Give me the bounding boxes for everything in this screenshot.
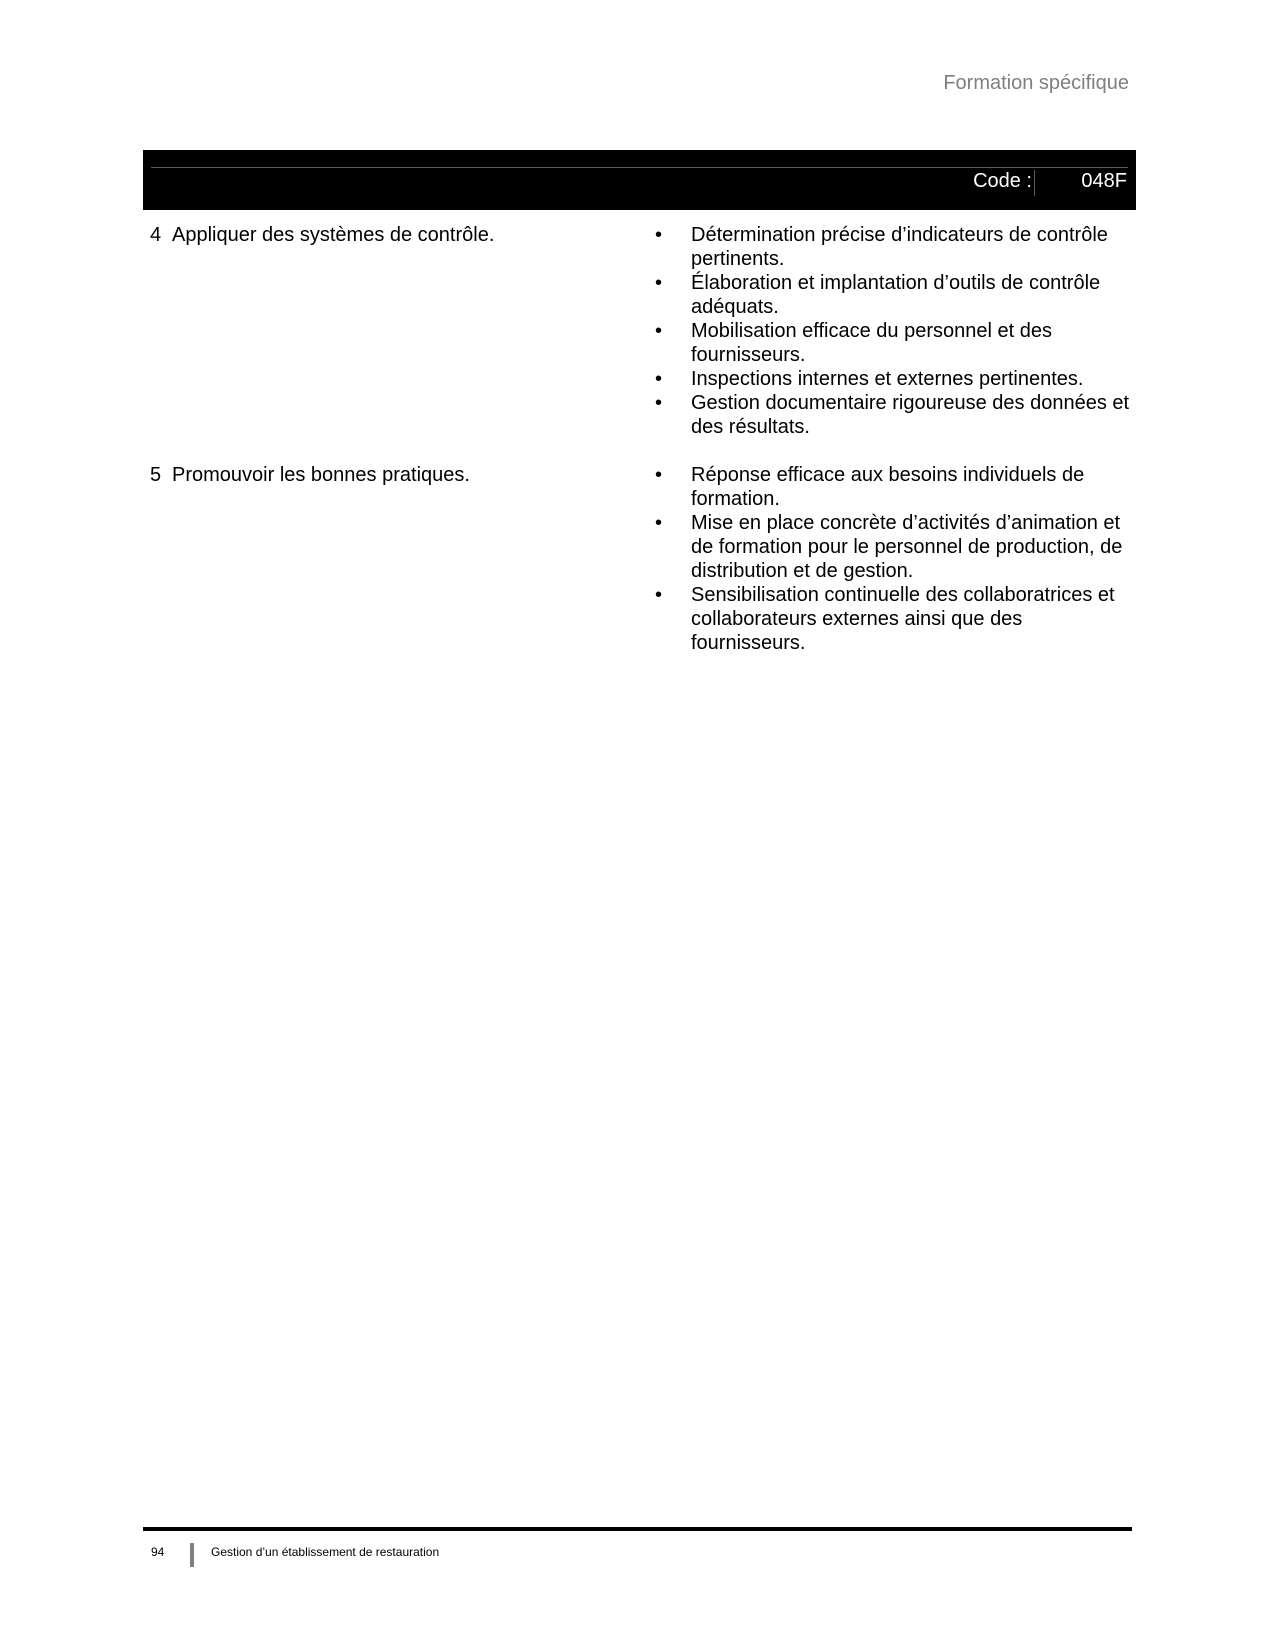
list-item	[653, 463, 1136, 511]
list-item	[653, 271, 1136, 319]
code-separator	[1034, 170, 1035, 196]
element-number: 5	[150, 464, 162, 486]
list-item	[653, 391, 1136, 439]
element-number: 4	[150, 224, 162, 246]
criterion-text: Élaboration et implantation d’outils de contrôle adéquats.	[691, 272, 1101, 318]
code-bar-rule	[151, 167, 1128, 168]
criterion-text: Inspections internes et externes pertinentes.	[691, 368, 1084, 390]
page-number: 94	[151, 1545, 165, 1559]
list-item	[653, 511, 1136, 583]
bullet-icon: •	[655, 368, 663, 390]
bullet-icon: •	[655, 392, 663, 414]
bullet-icon: •	[655, 464, 663, 486]
code-bar	[143, 150, 1136, 210]
criterion-text: Mise en place concrète d’activités d’animation et de formation pour le personnel de production, de distribution et de gestion.	[691, 512, 1123, 582]
criterion-text: Gestion documentaire rigoureuse des données et des résultats.	[691, 392, 1130, 438]
bullet-icon: •	[655, 272, 663, 294]
table-row	[143, 223, 1136, 439]
footer-divider	[190, 1543, 194, 1567]
bullet-icon: •	[655, 320, 663, 342]
list-item	[653, 367, 1136, 391]
list-item	[653, 319, 1136, 367]
criteria-list	[653, 223, 1136, 439]
code-label: Code :	[973, 170, 1032, 192]
competency-table	[143, 223, 1136, 679]
code-value: 048F	[1081, 170, 1127, 192]
criterion-text: Sensibilisation continuelle des collaboratrices et collaborateurs externes ainsi que des fournisseurs.	[691, 584, 1115, 654]
element-cell	[143, 223, 623, 247]
element-cell	[143, 463, 623, 487]
table-row	[143, 463, 1136, 655]
criteria-cell	[653, 463, 1136, 655]
bullet-icon: •	[655, 512, 663, 534]
bullet-icon: •	[655, 224, 663, 246]
footer-title: Gestion d’un établissement de restauration	[211, 1545, 440, 1559]
criterion-text: Réponse efficace aux besoins individuels de formation.	[691, 464, 1085, 510]
list-item	[653, 583, 1136, 655]
running-header: Formation spécifique	[943, 72, 1129, 94]
footer-rule	[143, 1527, 1132, 1531]
criteria-cell	[653, 223, 1136, 439]
element-title: Appliquer des systèmes de contrôle.	[172, 224, 495, 246]
criteria-list	[653, 463, 1136, 655]
criterion-text: Mobilisation efficace du personnel et des fournisseurs.	[691, 320, 1052, 366]
list-item	[653, 223, 1136, 271]
element-title: Promouvoir les bonnes pratiques.	[172, 464, 470, 486]
criterion-text: Détermination précise d’indicateurs de contrôle pertinents.	[691, 224, 1108, 270]
bullet-icon: •	[655, 584, 663, 606]
